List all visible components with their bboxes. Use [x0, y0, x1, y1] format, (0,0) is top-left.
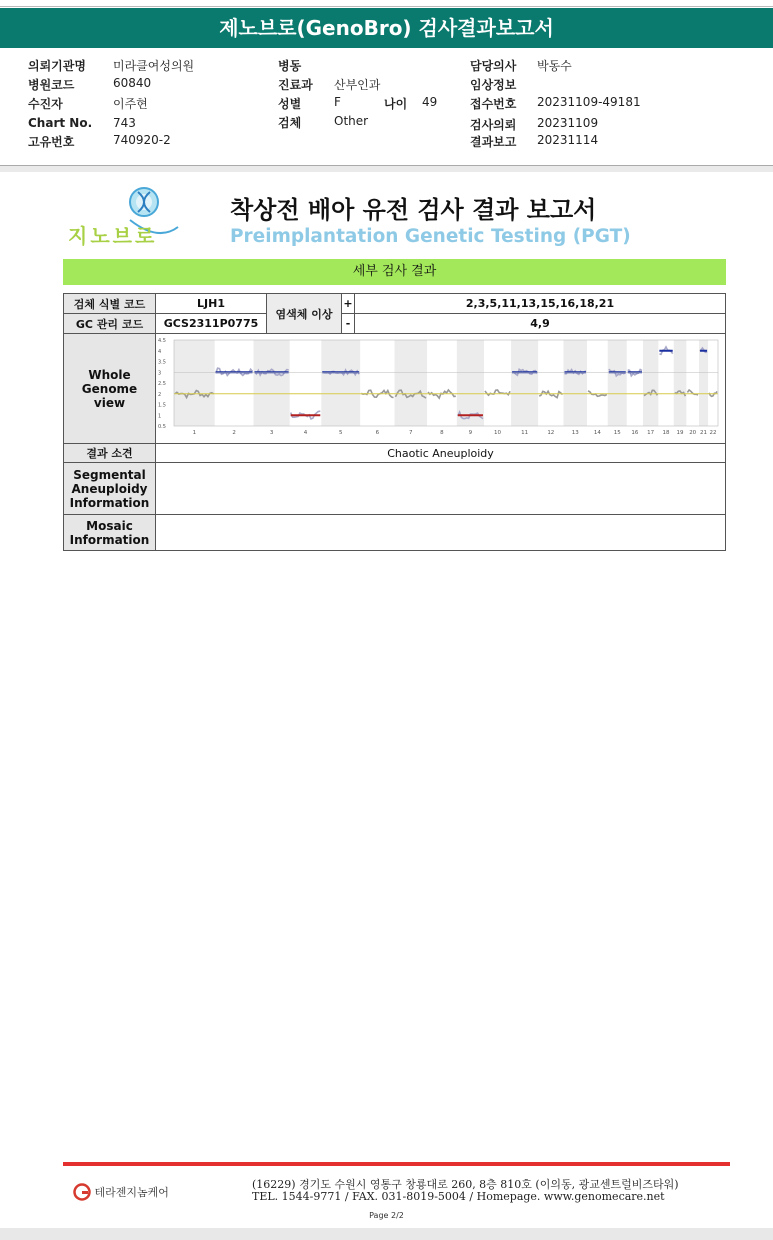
top-border [0, 0, 773, 7]
chromosome-band [643, 340, 658, 426]
patient-value: 이주현 [113, 97, 148, 111]
chart-no-label: Chart No. [28, 116, 93, 130]
gc-code-value: GCS2311P0775 [156, 314, 267, 334]
age-value: 49 [422, 95, 438, 109]
sample-id-label: 검체 식별 코드 [64, 294, 156, 314]
chromosome-13-label: 13 [571, 430, 579, 436]
chromosome-band [394, 340, 427, 426]
sex-value: F [334, 95, 341, 109]
chromosome-band [321, 340, 360, 426]
report-date-value: 20231114 [537, 133, 599, 147]
chromosome-band [174, 340, 215, 426]
chromosome-10-points [485, 390, 510, 395]
chromosome-16-label: 16 [631, 430, 639, 436]
ward-label: 병동 [278, 59, 302, 73]
y-tick-label: 4 [158, 348, 162, 355]
y-tick-label: 0.5 [158, 424, 166, 430]
doc-title-english: Preimplantation Genetic Testing (PGT) [230, 226, 631, 247]
segmental-label: Segmental Aneuploidy Information [64, 463, 156, 515]
chromosome-band [457, 340, 484, 426]
y-tick-label: 2.5 [158, 381, 166, 387]
chromosome-band [608, 340, 627, 426]
abnormal-label: 염색체 이상 [267, 294, 342, 334]
y-tick-label: 4.5 [158, 338, 166, 344]
y-tick-label: 1 [158, 413, 162, 420]
chromosome-9-label: 9 [468, 430, 473, 436]
y-tick-label: 1.5 [158, 402, 166, 409]
y-tick-label: 3.5 [158, 359, 166, 366]
hospital-name-value: 미라클여성의원 [113, 59, 195, 73]
chromosome-band [674, 340, 687, 426]
genobro-logo [68, 182, 188, 247]
chart-no-value: 743 [113, 116, 136, 130]
chromosome-15-label: 15 [613, 430, 621, 436]
whole-genome-chart [156, 334, 724, 440]
specimen-value: Other [334, 114, 369, 128]
chromosome-5-label: 5 [338, 430, 343, 436]
unique-id-value: 740920-2 [113, 133, 171, 147]
finding-value: Chaotic Aneuploidy [156, 444, 726, 463]
chromosome-11-label: 11 [521, 430, 529, 436]
company-logo-icon [73, 1183, 91, 1201]
y-tick-label: 2 [158, 391, 162, 398]
unique-id-label: 고유번호 [28, 135, 75, 149]
chromosome-8-label: 8 [440, 430, 444, 436]
gc-code-label: GC 관리 코드 [64, 314, 156, 334]
sample-id-value: LJH1 [156, 294, 267, 314]
gain-chromosomes: 2,3,5,11,13,15,16,18,21 [355, 294, 726, 314]
hospital-name-label: 의뢰기관명 [28, 59, 86, 73]
genome-view-label: Whole Genome view [64, 334, 156, 444]
mosaic-value [156, 515, 726, 551]
footer-contact: TEL. 1544-9771 / FAX. 031-8019-5004 / Homepage. www.genomecare.net [252, 1190, 665, 1203]
chromosome-2-label: 2 [232, 430, 236, 436]
clinical-info-label: 임상정보 [470, 78, 517, 92]
chromosome-14-label: 14 [593, 430, 601, 436]
chromosome-3-label: 3 [269, 430, 274, 436]
footer-logo [73, 1183, 169, 1201]
doc-title-korean: 착상전 배아 유전 검사 결과 보고서 [230, 196, 597, 224]
mosaic-label: Mosaic Information [64, 515, 156, 551]
department-label: 진료과 [278, 78, 313, 92]
chromosome-12-label: 12 [547, 430, 555, 436]
chromosome-21-label: 21 [700, 430, 708, 436]
result-table [63, 293, 726, 551]
chromosome-7-label: 7 [409, 430, 413, 436]
request-date-value: 20231109 [537, 116, 599, 130]
segmental-value [156, 463, 726, 515]
chromosome-20-label: 20 [689, 430, 697, 436]
chromosome-10-label: 10 [494, 430, 502, 436]
hospital-code-value: 60840 [113, 76, 152, 90]
request-date-label: 검사의뢰 [470, 118, 517, 132]
sex-label: 성별 [278, 97, 302, 111]
page-number: Page 2/2 [369, 1211, 404, 1220]
chromosome-12-points [539, 391, 562, 397]
chromosome-18-label: 18 [662, 430, 670, 436]
footer-divider [63, 1162, 730, 1166]
receipt-no-label: 접수번호 [470, 97, 517, 111]
chromosome-17-label: 17 [647, 430, 655, 436]
y-tick-label: 3 [158, 370, 162, 377]
chromosome-band [254, 340, 290, 426]
patient-label: 수진자 [28, 97, 63, 111]
chromosome-band [511, 340, 538, 426]
chromosome-6-label: 6 [375, 430, 380, 436]
chromosome-4-label: 4 [303, 430, 308, 436]
chromosome-band [699, 340, 708, 426]
report-date-label: 결과보고 [470, 135, 517, 149]
loss-chromosomes: 4,9 [355, 314, 726, 334]
report-title: 제노브로(GenoBro) 검사결과보고서 [219, 16, 554, 40]
chromosome-20-points [687, 390, 698, 395]
logo-text: 지노브로 [68, 224, 158, 248]
footer-company: 테라젠지놈케어 [94, 1186, 169, 1199]
chromosome-22-label: 22 [709, 430, 717, 436]
section-title: 세부 검사 결과 [352, 264, 437, 279]
chromosome-1-label: 1 [192, 430, 197, 436]
chromosome-19-label: 19 [676, 430, 684, 436]
receipt-no-value: 20231109-49181 [537, 95, 641, 109]
header-separator [0, 165, 773, 172]
doctor-value: 박동수 [537, 59, 572, 73]
loss-sign: - [342, 314, 355, 334]
section-title-bar [63, 259, 726, 285]
hospital-code-label: 병원코드 [28, 78, 75, 92]
chromosome-band [563, 340, 586, 426]
bottom-margin [0, 1228, 773, 1240]
doctor-label: 담당의사 [470, 59, 517, 73]
gain-sign: + [342, 294, 355, 314]
specimen-label: 검체 [278, 116, 302, 130]
footer-address: (16229) 경기도 수원시 영통구 창룡대로 260, 8층 810호 (이의동, 광교센트럴비즈타워) [252, 1178, 679, 1191]
department-value: 산부인과 [334, 78, 381, 92]
finding-label: 결과 소견 [64, 444, 156, 463]
report-title-bar [0, 8, 773, 48]
age-label: 나이 [384, 97, 408, 111]
